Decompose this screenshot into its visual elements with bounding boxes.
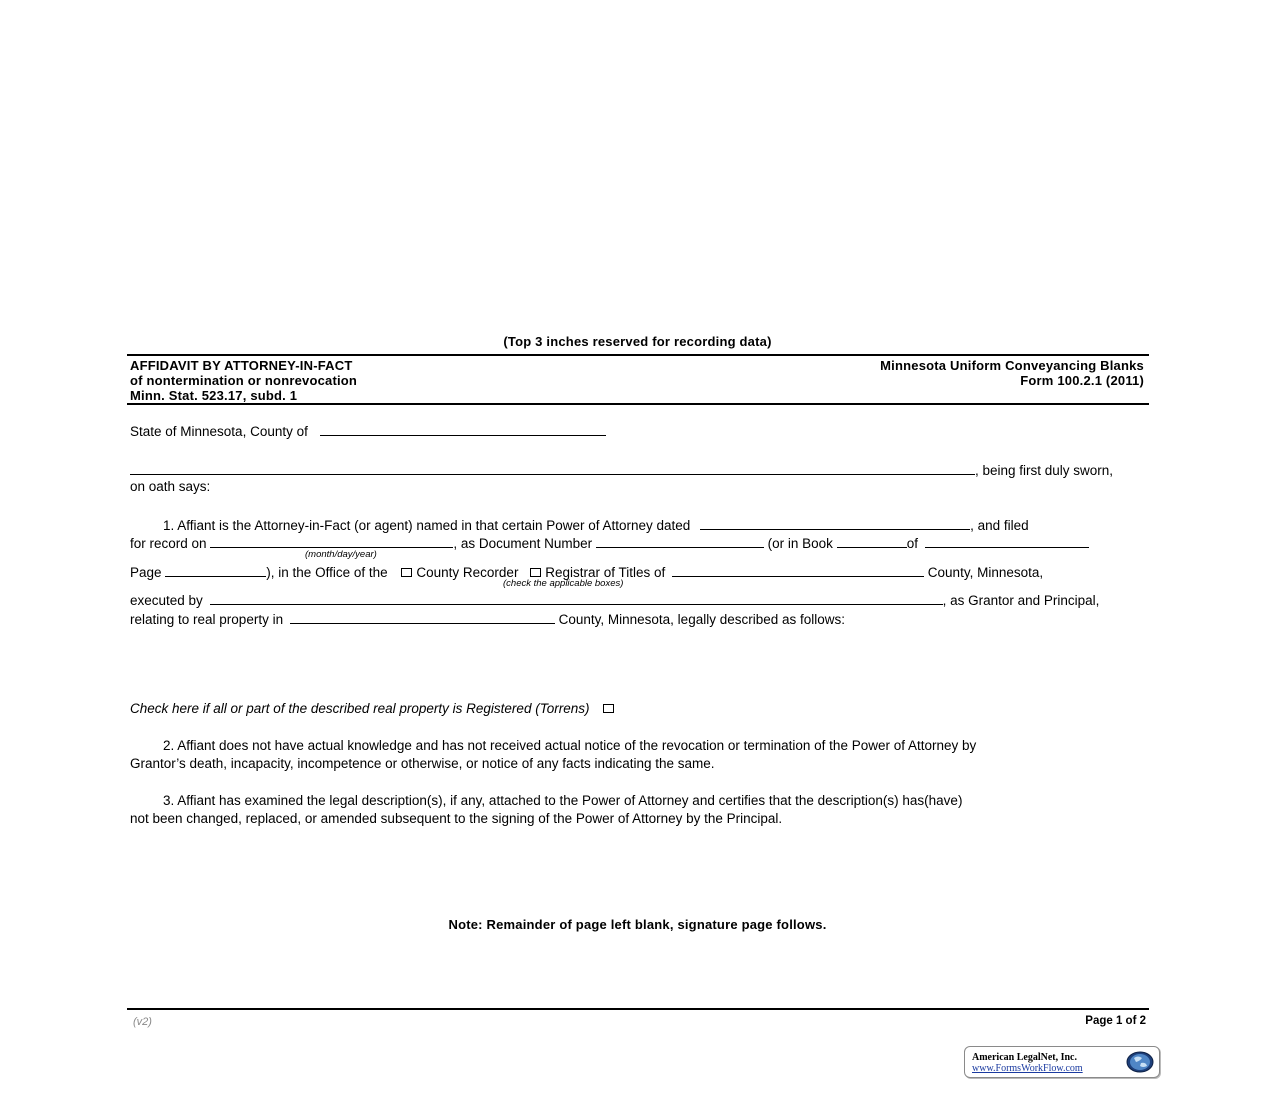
form-title: AFFIDAVIT BY ATTORNEY-IN-FACT [130, 358, 353, 373]
torrens-label: Check here if all or part of the described real property is Registered (Torrens) [130, 701, 590, 716]
county-recorder-label: County Recorder [416, 565, 519, 580]
p2-line1: 2. Affiant does not have actual knowledge and has not received actual notice of the revocation or termination of the Power of Attorney by [163, 738, 977, 753]
torrens-checkbox[interactable] [603, 704, 614, 713]
form-subtitle: of nontermination or nonrevocation [130, 373, 358, 388]
p1-text-a: 1. Affiant is the Attorney-in-Fact (or agent) named in that certain Power of Attorney dated [163, 518, 691, 533]
form-statute: Minn. Stat. 523.17, subd. 1 [130, 388, 298, 403]
p3-line2: not been changed, replaced, or amended subsequent to the signing of the Power of Attorney by the Principal. [130, 811, 783, 826]
header-bottom-rule [127, 403, 1149, 405]
remainder-blank-note: Note: Remainder of page left blank, signature page follows. [448, 917, 827, 932]
sworn-label: , being first duly sworn, [975, 463, 1114, 478]
grantor-name-field[interactable] [210, 591, 943, 605]
p3-line1: 3. Affiant has examined the legal description(s), if any, attached to the Power of Attorney and certifies that the description(s) has(have) [163, 793, 963, 808]
p1-text-c: for record on [130, 536, 207, 551]
document-number-field[interactable] [596, 534, 764, 548]
poa-date-field[interactable] [700, 516, 970, 530]
logo-website-link[interactable]: www.FormsWorkFlow.com [972, 1063, 1083, 1074]
county-mn-label: County, Minnesota, [927, 565, 1044, 580]
registrar-county-field[interactable] [672, 563, 924, 577]
relating-label: relating to real property in [130, 612, 284, 627]
torrens-row [130, 701, 618, 717]
registrar-label: Registrar of Titles of [545, 565, 666, 580]
record-date-field[interactable] [210, 534, 453, 548]
conveyancing-blanks-label: Minnesota Uniform Conveyancing Blanks [880, 358, 1144, 373]
p1-line5 [130, 610, 845, 628]
p1-text-d: , as Document Number [453, 536, 593, 551]
globe-icon [1125, 1050, 1155, 1074]
county-field[interactable] [320, 422, 606, 436]
p1-line2 [130, 534, 1089, 552]
grantor-label: , as Grantor and Principal, [942, 593, 1100, 608]
oath-label: on oath says: [130, 479, 211, 494]
p1-line1 [163, 516, 1029, 534]
page-number: Page 1 of 2 [1085, 1015, 1146, 1027]
header-top-rule [127, 354, 1149, 356]
logo-company-name: American LegalNet, Inc. [972, 1052, 1077, 1063]
registrar-checkbox[interactable] [530, 568, 541, 577]
state-county-row [130, 422, 606, 440]
version-label: (v2) [133, 1016, 152, 1028]
footer-rule [127, 1008, 1149, 1010]
date-format-hint: (month/day/year) [305, 549, 377, 560]
property-county-field[interactable] [290, 610, 555, 624]
executed-by-label: executed by [130, 593, 203, 608]
book-field[interactable] [837, 534, 907, 548]
state-county-label: State of Minnesota, County of [130, 424, 308, 439]
p1-text-e: (or in Book [767, 536, 833, 551]
p1-text-b: , and filed [970, 518, 1029, 533]
legally-described-label: County, Minnesota, legally described as follows: [558, 612, 846, 627]
p1-line4 [130, 591, 1099, 609]
p1-text-g: Page [130, 565, 162, 580]
page-field[interactable] [165, 563, 266, 577]
affiant-name-field[interactable] [130, 461, 975, 475]
county-recorder-checkbox[interactable] [401, 568, 412, 577]
affiant-row [130, 461, 1113, 479]
check-boxes-hint: (check the applicable boxes) [503, 578, 624, 589]
p1-text-h: ), in the Office of the [266, 565, 388, 580]
p2-line2: Grantor’s death, incapacity, incompetence or otherwise, or notice of any facts indicating the same. [130, 756, 715, 771]
form-number: Form 100.2.1 (2011) [1020, 373, 1144, 388]
book-of-field[interactable] [925, 534, 1089, 548]
p1-text-f: of [906, 536, 918, 551]
american-legalnet-logo[interactable] [964, 1046, 1160, 1078]
recording-reserved-note: (Top 3 inches reserved for recording data) [503, 334, 772, 349]
